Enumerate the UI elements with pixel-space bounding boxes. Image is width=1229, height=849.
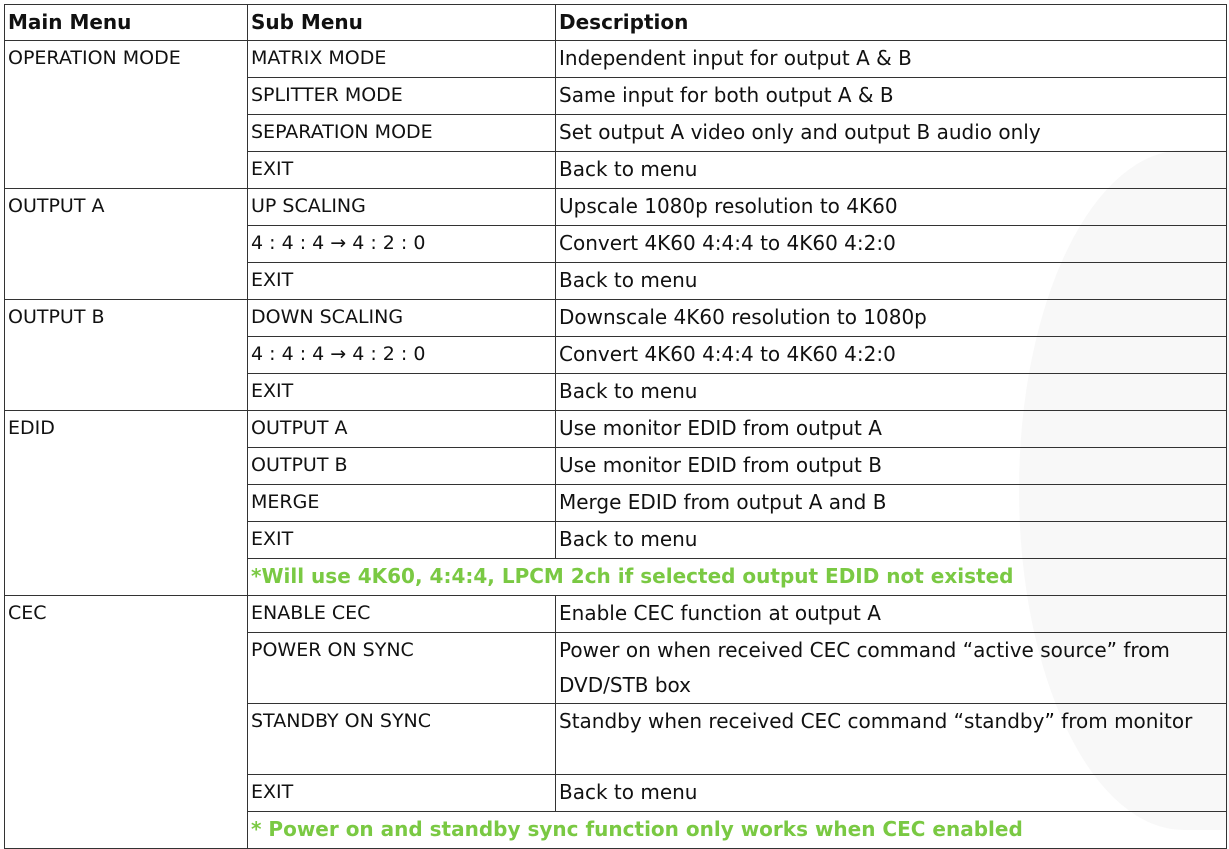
description-cell: Power on when received CEC command “active source” from DVD/STB box — [556, 633, 1227, 704]
header-main-menu: Main Menu — [5, 5, 248, 41]
main-menu-output-a: OUTPUT A — [5, 189, 248, 300]
main-menu-operation-mode: OPERATION MODE — [5, 41, 248, 189]
main-menu-edid: EDID — [5, 411, 248, 596]
sub-menu-item: 4 : 4 : 4 → 4 : 2 : 0 — [248, 226, 556, 263]
description-cell: Back to menu — [556, 152, 1227, 189]
sub-menu-item: OUTPUT B — [248, 448, 556, 485]
sub-menu-item: OUTPUT A — [248, 411, 556, 448]
sub-menu-item: EXIT — [248, 152, 556, 189]
description-cell: Downscale 4K60 resolution to 1080p — [556, 300, 1227, 337]
osd-menu-table — [4, 4, 1227, 849]
description-cell: Standby when received CEC command “standby” from monitor — [556, 704, 1227, 775]
table-row — [5, 411, 1227, 448]
sub-menu-item: SPLITTER MODE — [248, 78, 556, 115]
sub-menu-item: EXIT — [248, 522, 556, 559]
description-cell: Back to menu — [556, 374, 1227, 411]
sub-menu-item: EXIT — [248, 263, 556, 300]
header-row — [5, 5, 1227, 41]
sub-menu-item: ENABLE CEC — [248, 596, 556, 633]
table-row — [5, 596, 1227, 633]
cec-note: * Power on and standby sync function only works when CEC enabled — [248, 812, 1227, 849]
edid-note: *Will use 4K60, 4:4:4, LPCM 2ch if selected output EDID not existed — [248, 559, 1227, 596]
header-description: Description — [556, 5, 1227, 41]
sub-menu-item: 4 : 4 : 4 → 4 : 2 : 0 — [248, 337, 556, 374]
description-cell: Back to menu — [556, 522, 1227, 559]
main-menu-output-b: OUTPUT B — [5, 300, 248, 411]
sub-menu-item: DOWN SCALING — [248, 300, 556, 337]
sub-menu-item: MATRIX MODE — [248, 41, 556, 78]
description-cell: Back to menu — [556, 263, 1227, 300]
main-menu-cec: CEC — [5, 596, 248, 849]
table-row — [5, 300, 1227, 337]
description-cell: Merge EDID from output A and B — [556, 485, 1227, 522]
sub-menu-item: EXIT — [248, 374, 556, 411]
sub-menu-item: MERGE — [248, 485, 556, 522]
header-sub-menu: Sub Menu — [248, 5, 556, 41]
description-cell: Enable CEC function at output A — [556, 596, 1227, 633]
description-cell: Upscale 1080p resolution to 4K60 — [556, 189, 1227, 226]
sub-menu-item: POWER ON SYNC — [248, 633, 556, 704]
description-cell: Convert 4K60 4:4:4 to 4K60 4:2:0 — [556, 226, 1227, 263]
description-cell: Back to menu — [556, 775, 1227, 812]
description-cell: Convert 4K60 4:4:4 to 4K60 4:2:0 — [556, 337, 1227, 374]
description-cell: Set output A video only and output B audio only — [556, 115, 1227, 152]
sub-menu-item: STANDBY ON SYNC — [248, 704, 556, 775]
sub-menu-item: SEPARATION MODE — [248, 115, 556, 152]
description-cell: Use monitor EDID from output B — [556, 448, 1227, 485]
description-cell: Use monitor EDID from output A — [556, 411, 1227, 448]
description-cell: Same input for both output A & B — [556, 78, 1227, 115]
description-cell: Independent input for output A & B — [556, 41, 1227, 78]
table-row — [5, 41, 1227, 78]
table-row — [5, 189, 1227, 226]
sub-menu-item: UP SCALING — [248, 189, 556, 226]
sub-menu-item: EXIT — [248, 775, 556, 812]
